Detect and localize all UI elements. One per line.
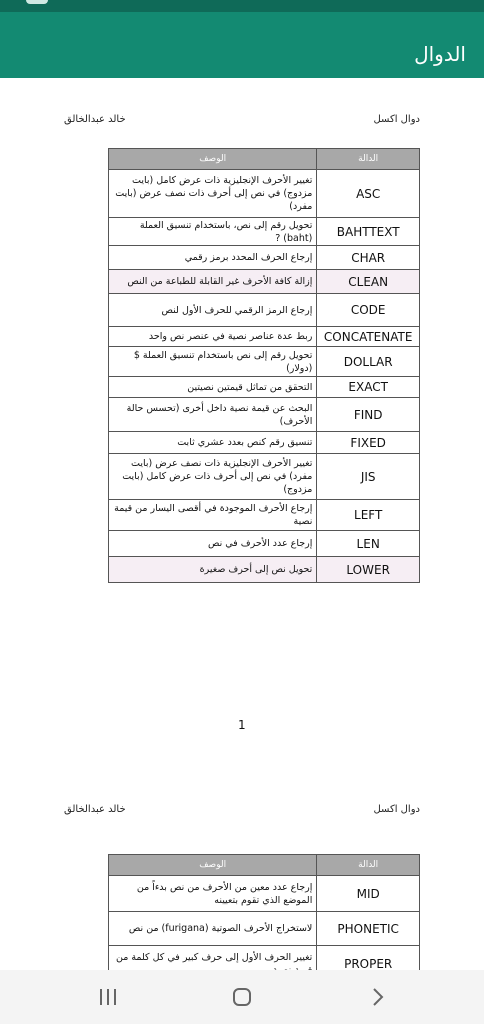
row-description: تغيير الأحرف الإنجليزية ذات نصف عرض (بايت مفرد) في نص إلى أحرف ذات عرض كامل (بايت مزدوج) (109, 454, 317, 500)
row-function-name: DOLLAR (317, 347, 420, 377)
status-indicator (26, 0, 48, 4)
row-description: تحويل نص إلى أحرف صغيرة (109, 557, 317, 583)
row-description: إرجاع عدد معين من الأحرف من نص بدءاً من الموضع الذي تقوم بتعيينه (109, 876, 317, 912)
table-row (109, 218, 420, 246)
home-button[interactable] (212, 970, 272, 1024)
table-row (109, 246, 420, 270)
table-row (109, 398, 420, 432)
row-function-name: PHONETIC (317, 912, 420, 946)
row-description: لاستخراج الأحرف الصوتية (furigana) من نص (109, 912, 317, 946)
doc-header-author: خالد عبدالخالق (64, 114, 126, 125)
doc-header-title: دوال اكسل (373, 114, 420, 125)
table-row (109, 454, 420, 500)
app-title: الدوال (414, 42, 466, 66)
row-description: إرجاع الأحرف الموجودة في أقصى اليسار من قيمة نصية (109, 500, 317, 531)
app-bar (0, 12, 484, 78)
row-function-name: CODE (317, 294, 420, 327)
row-function-name: EXACT (317, 377, 420, 398)
row-function-name: CONCATENATE (317, 327, 420, 347)
column-header-description: الوصف (109, 149, 317, 170)
navigation-bar (0, 970, 484, 1024)
table-row (109, 557, 420, 583)
table-row (109, 347, 420, 377)
document-viewer[interactable] (0, 78, 484, 970)
column-header-description: الوصف (109, 855, 317, 876)
home-icon (232, 987, 252, 1007)
row-description: التحقق من تماثل قيمتين نصيتين (109, 377, 317, 398)
row-function-name: CHAR (317, 246, 420, 270)
doc-header-author: خالد عبدالخالق (64, 804, 126, 815)
page-number: 1 (238, 718, 246, 732)
row-function-name: MID (317, 876, 420, 912)
table-row (109, 327, 420, 347)
row-description: البحث عن قيمة نصية داخل أخرى (تحسس حالة الأحرف) (109, 398, 317, 432)
row-description: تغيير الأحرف الإنجليزية ذات عرض كامل (بايت مزدوج) في نص إلى أحرف ذات نصف عرض (بايت مفرد) (109, 170, 317, 218)
recents-button[interactable] (78, 970, 138, 1024)
back-icon (371, 987, 385, 1007)
table-row (109, 531, 420, 557)
table-row (109, 170, 420, 218)
table-row (109, 377, 420, 398)
back-button[interactable] (348, 970, 408, 1024)
table-row (109, 432, 420, 454)
functions-table (108, 148, 420, 583)
row-function-name: FIND (317, 398, 420, 432)
row-function-name: LEN (317, 531, 420, 557)
row-function-name: JIS (317, 454, 420, 500)
table-row (109, 912, 420, 946)
table-row (109, 270, 420, 294)
row-description: إرجاع الرمز الرقمي للحرف الأول لنص (109, 294, 317, 327)
table-row (109, 294, 420, 327)
row-function-name: LEFT (317, 500, 420, 531)
row-description: تنسيق رقم كنص بعدد عشري ثابت (109, 432, 317, 454)
row-function-name: CLEAN (317, 270, 420, 294)
column-header-function: الدالة (317, 855, 420, 876)
row-description: إزالة كافة الأحرف غير القابلة للطباعة من النص (109, 270, 317, 294)
row-function-name: PROPER (317, 946, 420, 982)
doc-header-title: دوال اكسل (373, 804, 420, 815)
row-function-name: ASC (317, 170, 420, 218)
row-function-name: BAHTTEXT (317, 218, 420, 246)
functions-table-page-2 (108, 854, 420, 982)
recents-icon (98, 988, 118, 1006)
row-description: تحويل رقم إلى نص، باستخدام تنسيق العملة (baht) ? (109, 218, 317, 246)
table-row (109, 876, 420, 912)
row-description: إرجاع الحرف المحدد برمز رقمي (109, 246, 317, 270)
row-function-name: LOWER (317, 557, 420, 583)
row-description: ربط عدة عناصر نصية في عنصر نص واحد (109, 327, 317, 347)
status-bar (0, 0, 484, 12)
column-header-function: الدالة (317, 149, 420, 170)
row-description: إرجاع عدد الأحرف في نص (109, 531, 317, 557)
row-description: تغيير الحرف الأول إلى حرف كبير في كل كلمة من (109, 946, 317, 982)
row-description: تحويل رقم إلى نص باستخدام تنسيق العملة $ (دولار) (109, 347, 317, 377)
table-row (109, 500, 420, 531)
row-function-name: FIXED (317, 432, 420, 454)
